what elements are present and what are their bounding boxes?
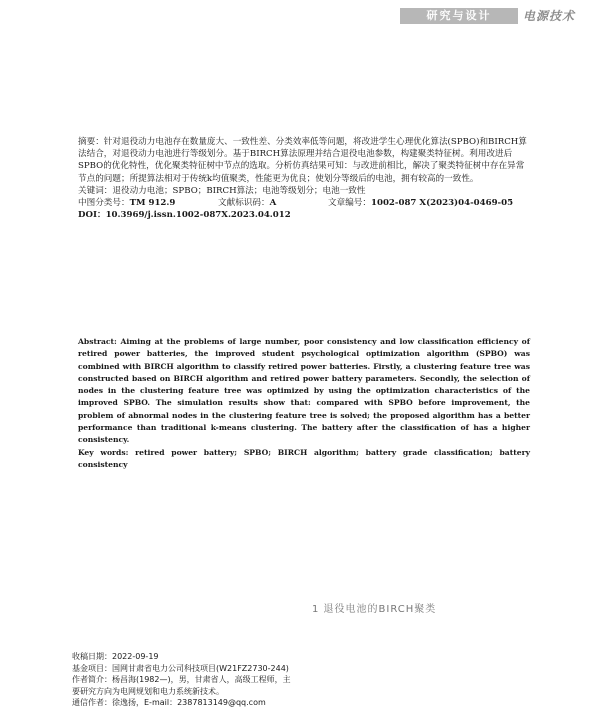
doc-code-value: A (269, 198, 277, 209)
en-abstract-paragraph (78, 336, 530, 447)
article-no-field (328, 197, 513, 209)
english-abstract (78, 336, 530, 471)
author-value: 杨昌海(1982—)，男，甘肃省人，高级工程师，主要研究方向为电网规划和电力系统新技术。 (72, 675, 291, 696)
received-value: 2022-09-19 (112, 652, 159, 661)
corresponding-label: 通信作者： (72, 698, 112, 707)
doc-code-label: 文献标识码： (218, 198, 270, 209)
cn-abstract-label: 摘要： (78, 137, 104, 147)
article-no-value: 1002-087 X(2023)04-0469-05 (370, 198, 514, 209)
cn-keywords-label: 关键词： (78, 185, 113, 196)
corresponding-author (58, 697, 298, 709)
fund-label: 基金项目： (72, 663, 112, 673)
clc-field (78, 197, 218, 209)
doi-label: DOI： (78, 210, 106, 221)
cn-keywords-text: 退役动力电池；SPBO；BIRCH算法；电池等级划分；电池一致性 (112, 185, 366, 196)
footnote (58, 651, 298, 709)
en-abstract-label: Abstract: (78, 337, 117, 346)
journal-name: 电源技术 (523, 9, 576, 23)
article-no-label: 文章编号： (328, 198, 371, 209)
doi-line (78, 209, 530, 221)
section-tag: 研究与设计 (400, 8, 518, 24)
cn-keywords (78, 185, 530, 197)
corresponding-value: 徐逸扬，E-mail：2387813149@qq.com (112, 698, 266, 707)
clc-value: TM 912.9 (129, 198, 176, 209)
en-abstract-text: Aiming at the problems of large number, poor consistency and low classification efficiency of retired power batteries, the improved student psychological optimization algorithm (SPBO) was combined with BIRCH algorithm to classify retired power batteries. Firstly, a clustering feature tree was constructed based on BIRCH algorithm and retired power battery parameters. Secondly, the selection of nodes in the clustering feature tree was optimized by using the optimization characteristics of the improved SPBO. The simulation results show that: compared with SPBO before improvement, the problem of abnormal nodes in the clustering feature tree is solved; the proposed algorithm has a better performance than traditional k-means clustering. The battery after the classification of has a higher consistency. (78, 337, 530, 445)
author-bio (58, 674, 298, 697)
received-label: 收稿日期： (72, 652, 112, 661)
en-keywords-label: Key words: (78, 447, 129, 457)
section-heading: 1 退役电池的BIRCH聚类 (312, 604, 437, 615)
cn-abstract-text: 针对退役动力电池存在数量庞大、一致性差、分类效率低等问题，将改进学生心理优化算法(SPBO)和BIRCH算法结合，对退役动力电池进行等级划分。基于BIRCH算法原理并结合退役电池参数，构建聚类特征树。利用改进后SPBO的优化特性，优化聚类特征树中节点的选取。分析仿真结果可知：与改进前相比，解决了聚类特征树中存在异常节点的问题；所提算法相对于传统k均值聚类，性能更为优良；使划分等级后的电池，拥有较高的一致性。 (78, 137, 527, 184)
received-date (58, 651, 298, 663)
en-keywords-text: retired power battery; SPBO; BIRCH algorithm; battery grade classification; battery consistency (78, 447, 530, 469)
cn-classification-row (78, 197, 530, 209)
en-keywords (78, 447, 530, 472)
doi-value: 10.3969/j.issn.1002-087X.2023.04.012 (105, 210, 291, 221)
doc-code-field (218, 197, 328, 209)
fund-value: 国网甘肃省电力公司科技项目(W21FZ2730-244) (112, 663, 289, 673)
cn-abstract-paragraph (78, 136, 530, 185)
clc-label: 中图分类号： (78, 198, 130, 209)
fund-project (58, 663, 298, 675)
author-label: 作者简介： (72, 675, 112, 684)
chinese-abstract (78, 136, 530, 221)
